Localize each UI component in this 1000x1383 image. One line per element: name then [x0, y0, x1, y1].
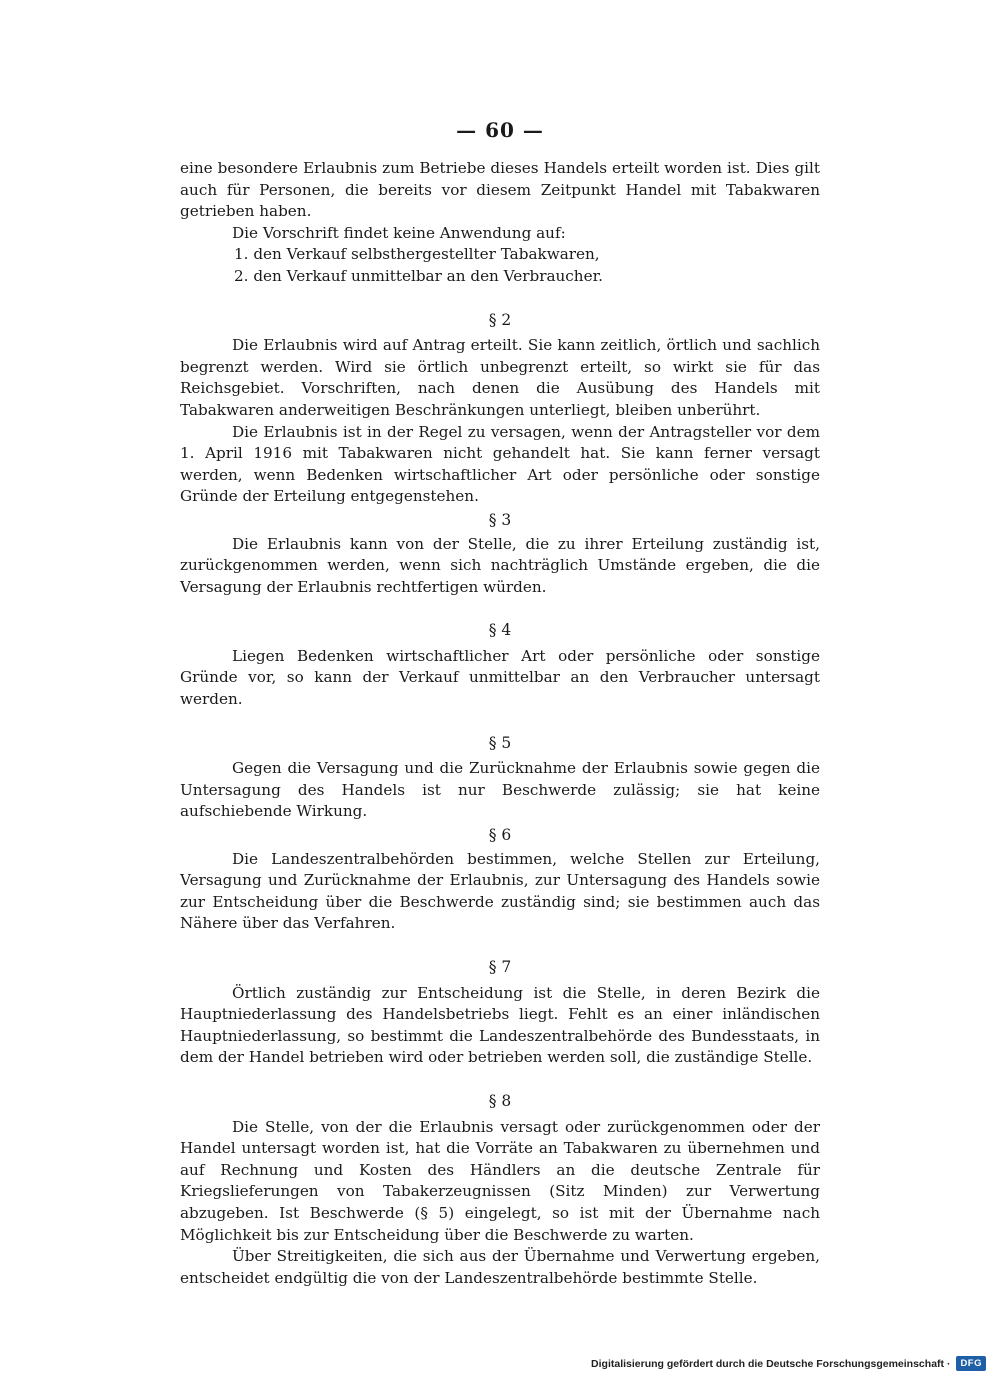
digitization-credit	[591, 1356, 986, 1371]
document-body	[180, 158, 820, 1289]
section-heading-4: § 4	[488, 621, 512, 640]
section-3-paragraph: Die Erlaubnis kann von der Stelle, die zu ihrer Erteilung zuständig ist, zurückgenommen werden, wenn sich nachträglich Umstände ergeben, die die Versagung der Erlaubnis rechtfertigen würden.	[180, 534, 820, 596]
dfg-logo: DFG	[956, 1356, 986, 1371]
rule-paragraph: Die Vorschrift findet keine Anwendung auf:	[232, 223, 566, 242]
section-4-paragraph: Liegen Bedenken wirtschaftlicher Art oder persönliche oder sonstige Gründe vor, so kann der Verkauf unmittelbar an den Verbraucher untersagt werden.	[180, 646, 820, 709]
credit-text: Digitalisierung gefördert durch die Deutsche Forschungsgemeinschaft ·	[591, 1357, 951, 1370]
continuation-paragraph: eine besondere Erlaubnis zum Betriebe dieses Handels erteilt worden ist. Dies gilt auch für Personen, die bereits vor diesem Zeitpunkt Handel mit Tabakwaren getrieben haben.	[180, 159, 820, 221]
section-6-paragraph: Die Landeszentralbehörden bestimmen, welche Stellen zur Erteilung, Versagung und Zurücknahme der Erlaubnis, zur Untersagung des Handels sowie zur Entscheidung über die Beschwerde zuständig sind; sie bestimmen auch das Nähere über das Verfahren.	[180, 849, 820, 933]
section-heading-6: § 6	[488, 826, 512, 845]
section-8-paragraph-2: Über Streitigkeiten, die sich aus der Übernahme und Verwertung ergeben, entscheidet endgültig die von der Landeszentralbehörde bestimmte Stelle.	[180, 1247, 820, 1287]
list-item: 2. den Verkauf unmittelbar an den Verbraucher.	[234, 266, 603, 285]
section-heading-7: § 7	[488, 958, 512, 976]
section-7-paragraph: Örtlich zuständig zur Entscheidung ist die Stelle, in deren Bezirk die Hauptniederlassung des Handelsbetriebs liegt. Fehlt es an einer inländischen Hauptniederlassung, so bestimmt die Landeszentralbehörde des Bundesstaats, in dem der Handel betrieben wird oder betrieben werden soll, die zuständige Stelle.	[180, 983, 820, 1067]
list-item: 1. den Verkauf selbsthergestellter Tabakwaren,	[234, 245, 600, 264]
section-heading-2: § 2	[488, 310, 512, 329]
section-heading-8: § 8	[488, 1091, 512, 1110]
section-2-paragraph-1: Die Erlaubnis wird auf Antrag erteilt. Sie kann zeitlich, örtlich und sachlich begrenzt werden. Wird sie örtlich unbegrenzt erteilt, so wirkt sie für das Reichsgebiet. Vorschriften, nach denen die Ausübung des Handels mit Tabakwaren anderweitigen Beschränkungen unterliegt, bleiben unberührt.	[180, 336, 820, 419]
page-number: — 60 —	[456, 118, 544, 142]
section-2-paragraph-2: Die Erlaubnis ist in der Regel zu versagen, wenn der Antragsteller vor dem 1. April 1916 mit Tabakwaren nicht gehandelt hat. Sie kann ferner versagt werden, wenn Bedenken wirtschaftlicher Art oder persönliche oder sonstige Gründe der Erteilung entgegenstehen.	[180, 422, 820, 506]
section-heading-3: § 3	[488, 510, 512, 529]
section-5-paragraph: Gegen die Versagung und die Zurücknahme der Erlaubnis sowie gegen die Untersagung des Handels ist nur Beschwerde zulässig; sie hat keine aufschiebende Wirkung.	[180, 759, 820, 821]
section-8-paragraph-1: Die Stelle, von der die Erlaubnis versagt oder zurückgenommen oder der Handel untersagt worden ist, hat die Vorräte an Tabakwaren zu übernehmen und auf Rechnung und Kosten des Händlers an die deutsche Zentrale für Kriegslieferungen von Tabakerzeugnissen (Sitz Minden) zur Verwertung abzugeben. Ist Beschwerde (§ 5) eingelegt, so ist mit der Übernahme nach Möglichkeit bis zur Entscheidung über die Beschwerde zu warten.	[180, 1117, 820, 1244]
section-heading-5: § 5	[488, 733, 512, 752]
